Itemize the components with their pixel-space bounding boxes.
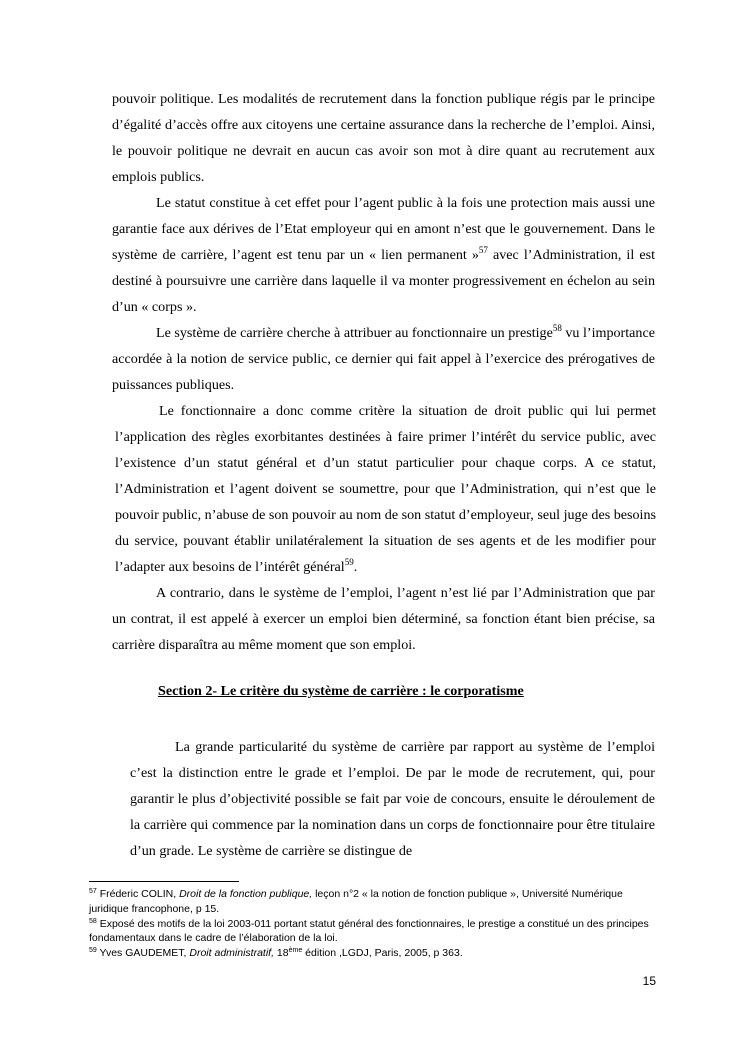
paragraph-fonctionnaire-text: Le fonctionnaire a donc comme critère la situation de droit public qui lui permet l’application des règles exorbitantes destinées à faire primer l’intérêt du service public, avec l’existence d’un statut général et d’un statut particulier pour chaque corps. A ce statut, l’Administration et l’agent doivent se soumettre, pour que l’Administration, qui n’est que le pouvoir public, n’abuse de son pouvoir au nom de son statut d’employeur, seul juge des besoins du service, pouvant établir unilatéralement la situation de ses agents et de les modifier pour l’adapter aux besoins de l’intérêt général: [115, 403, 656, 575]
paragraph-prestige-text-cont: vu l’importance accordée à la notion de service public, ce dernier qui fait appel à l’exercice des prérogatives de puissances publiques.: [112, 325, 655, 393]
footnote-59-edition-sup: ème: [288, 947, 303, 955]
footnote-58-text: Exposé des motifs de la loi 2003-011 portant statut général des fonctionnaires, le prestige a constitué un des principes fondamentaux dans le cadre de l’élaboration de la loi.: [89, 917, 649, 945]
footnote-59-author: Yves GAUDEMET,: [96, 947, 190, 960]
section-heading: Section 2- Le critère du système de carrière : le corporatisme: [158, 683, 524, 699]
paragraph-fonctionnaire: [115, 398, 656, 580]
paragraph-particularite: La grande particularité du système de carrière par rapport au système de l’emploi c’est la distinction entre le grade et l’emploi. De par le mode de recrutement, qui, pour garantir le plus d’objectivité possible se fait par voie de concours, ensuite le déroulement de la carrière qui commence par la nomination dans un corps de fonctionnaire pour être titulaire d’un grade. Le système de carrière se distingue de: [130, 739, 655, 859]
page-number: 15: [642, 974, 656, 988]
footnote-separator: [89, 881, 239, 882]
footnote-57-rest: leçon n°2 « la notion de fonction publique », Université Numérique juridique francophone, p 15.: [89, 888, 623, 915]
footnote-57: [89, 887, 659, 917]
footnote-ref-58[interactable]: 58: [552, 323, 562, 333]
footnote-59-number: 59: [89, 947, 97, 955]
paragraph-statut: [112, 190, 655, 320]
paragraph-statut-text: Le statut constitue à cet effet pour l’agent public à la fois une protection mais aussi une garantie face aux dérives de l’Etat employeur qui en amont n’est que le gouvernement. Dans le système de carrière, l’agent est tenu par un « lien permanent »: [112, 195, 655, 263]
footnote-59-rest: édition ,LGDJ, Paris, 2005, p 363.: [302, 947, 463, 960]
paragraph-fonctionnaire-end: .: [353, 559, 358, 575]
footnote-57-number: 57: [89, 888, 97, 895]
paragraph-a-contrario: A contrario, dans le système de l’emploi, l’agent n’est lié par l’Administration que par un contrat, il est appelé à exercer un emploi bien déterminé, sa fonction étant bien précise, sa carrière disparaîtra au même moment que son emploi.: [112, 585, 655, 653]
footnote-59-edition: 18: [274, 947, 289, 960]
paragraph-pouvoir-politique: pouvoir politique. Les modalités de recrutement dans la fonction publique régis par le principe d’égalité d’accès offre aux citoyens une certaine assurance dans la recherche de l’emploi. Ainsi, le pouvoir politique ne devrait en aucun cas avoir son mot à dire quant au recrutement aux emplois publics.: [112, 91, 655, 185]
footnote-58-number: 58: [89, 917, 97, 925]
paragraph-statut-text-cont: avec l’Administration, il est destiné à poursuivre une carrière dans laquelle il va monter progressivement en échelon au sein d’un « corps ».: [112, 247, 655, 315]
footnote-ref-59[interactable]: 59: [344, 557, 354, 567]
footnotes: [89, 887, 659, 961]
footnote-59: [89, 946, 659, 961]
footnote-58: [89, 917, 659, 947]
paragraph-prestige-text: Le système de carrière cherche à attribuer au fonctionnaire un prestige: [156, 325, 553, 341]
footnote-57-title: Droit de la fonction publique,: [179, 888, 313, 900]
paragraph-prestige: [112, 320, 655, 398]
footnote-ref-57[interactable]: 57: [478, 245, 488, 255]
footnote-57-author: Fréderic COLIN,: [96, 888, 180, 900]
footnote-59-title: Droit administratif,: [189, 947, 274, 960]
